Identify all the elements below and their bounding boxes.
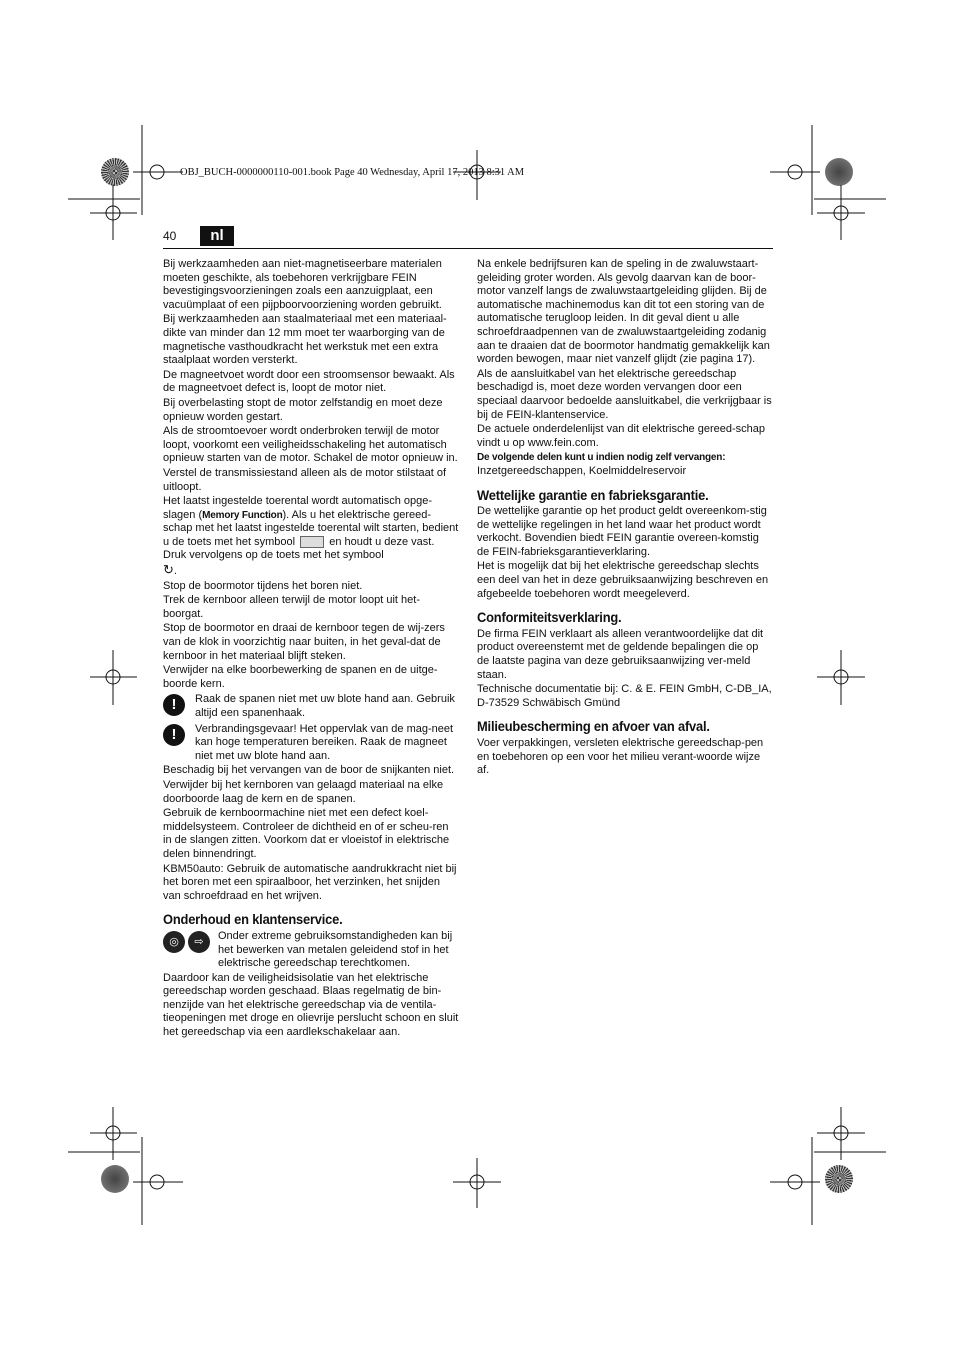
paragraph: Verwijder bij het kernboren van gelaagd materiaal na elke doorboorde laag de kern en de spanen. <box>163 778 444 805</box>
paragraph: Als de stroomtoevoer wordt onderbroken terwijl de motor loopt, voorkomt een veiligheidsschakeling het automatisch opnieuw starten van de motor. Schakel de motor opnieuw in. <box>163 425 458 465</box>
paragraph: KBM50auto: Gebruik de automatische aandrukkracht niet bij het boren met een spiraalboor, het verzinken, het snijden van schroefdraad en het wrijven. <box>163 862 457 902</box>
language-badge: nl <box>200 226 234 246</box>
memory-function-term: Memory Function <box>202 509 283 521</box>
paragraph: De wettelijke garantie op het product geldt overeenkom-stig de wettelijke regelingen in het land waar het product wordt verkocht. Bovendien biedt FEIN garantie overeen-komstig de FEIN-fabrieksgarantieverklaring. <box>477 505 767 558</box>
paragraph: Bij werkzaamheden aan staalmateriaal met een materiaal-dikte van minder dan 12 mm moet ter waarborging van de magnetische vasthoudkracht het werkstuk met een extra staalplaat worden versterkt. <box>163 313 447 367</box>
paragraph-memory-function: Het laatst ingestelde toerental wordt automatisch opge-slagen (Memory Function). Als u het elektrische gereed-schap met het laatst ingestelde toerental wilt starten, bedient u de toets met het symbool en houdt u deze vast. Druk vervolgens op de toets met het symbool ↻. <box>163 495 459 578</box>
left-column <box>163 258 459 1041</box>
warning-text: Raak de spanen niet met uw blote hand aan. Gebruik altijd een spanenhaak. <box>195 693 455 719</box>
ppe-text: Onder extreme gebruiksomstandigheden kan bij het bewerken van metalen geleidend stof in het elektrische gereedschap terechtkomen. <box>218 929 453 970</box>
warning-exclamation-icon: ! <box>163 724 185 746</box>
paragraph: Technische documentatie bij: C. & E. FEIN GmbH, C-DB_IA, D-73529 Schwäbisch Gmünd <box>477 683 772 709</box>
paragraph: Bij overbelasting stopt de motor zelfstandig en moet deze opnieuw worden gestart. <box>163 396 443 423</box>
paragraph: Voer verpakkingen, versleten elektrische gereedschap-pen en toebehoren op een voor het milieu verant-woorde wijze af. <box>477 737 764 777</box>
paragraph: Verwijder na elke boorbewerking de spanen en de uitge-boorde kern. <box>163 664 438 690</box>
paragraph: Na enkele bedrijfsuren kan de speling in de zwaluwstaart-geleiding groter worden. Als gevolg daarvan kan de boor-motor vanzelf langs de zwaluwstaartgeleiding glijden. Bij de automatische machinemodus kan dit tot een storing van de automatische terugloop leiden. In dit geval dient u alle schroefdraadpennen van de zwaluwstaartgeleiding zodanig aan te draaien dat de boormotor handmatig gemakkelijk kan worden bewogen, maar niet vanzelf glijdt (zie pagina 17). <box>477 258 770 366</box>
section-heading-conformity: Conformiteitsverklaring. <box>477 609 622 626</box>
paragraph: De actuele onderdelenlijst van dit elektrische gereed-schap vindt u op www.fein.com. <box>477 423 766 449</box>
paragraph: Het is mogelijk dat bij het elektrische gereedschap slechts een deel van het in deze gebruiksaanwijzing beschreven en afgebeelde toebehoren wordt meegeleverd. <box>477 560 769 600</box>
warning-exclamation-icon: ! <box>163 694 185 716</box>
page-number: 40 <box>163 229 177 243</box>
header-rule <box>163 248 773 249</box>
paragraph: Trek de kernboor alleen terwijl de motor loopt uit het-boorgat. <box>163 594 420 620</box>
section-heading-environment: Milieubescherming en afvoer van afval. <box>477 718 710 735</box>
replaceable-parts: De volgende delen kunt u indien nodig zelf vervangen: Inzetgereedschappen, Koelmiddelreservoir <box>477 452 726 477</box>
warning-text: Verbrandingsgevaar! Het oppervlak van de mag-neet kan hoge temperaturen bereiken. Raak de magneet niet met uw blote hand aan. <box>195 722 454 762</box>
paragraph: Als de aansluitkabel van het elektrische gereedschap beschadigd is, moet deze worden vervangen door een speciaal daarvoor bedoelde aansluitkabel, die verkrijgbaar is bij de FEIN-klantenservice. <box>477 367 772 421</box>
paragraph: Verstel de transmissiestand alleen als de motor stilstaat of uitloopt. <box>163 466 447 493</box>
paragraph: Stop de boormotor tijdens het boren niet. <box>163 579 363 592</box>
ppe-notice <box>163 930 459 971</box>
right-column <box>477 258 773 779</box>
paragraph: Beschadig bij het vervangen van de boor de snijkanten niet. <box>163 764 455 777</box>
section-heading-warranty: Wettelijke garantie en fabrieksgarantie. <box>477 486 709 503</box>
replaceable-parts-label: De volgende delen kunt u indien nodig zelf vervangen: <box>477 452 726 464</box>
rotate-symbol-icon: ↻ <box>163 562 174 578</box>
paragraph: Bij werkzaamheden aan niet-magnetiseerbare materialen moeten geschikte, als toebehoren verkrijgbare FEIN bevestigingsvoorzieningen zoals een aanzuigplaat, een vacuümplaat of een pijpboorvoorziening worden gebruikt. <box>163 258 442 311</box>
paragraph: Gebruik de kernboormachine niet met een defect koel-middelsysteem. Controleer de dichtheid en of er scheu-ren in de slangen zitten. Voorkom dat er vloeistof in elektrische delen binnendringt. <box>163 807 450 860</box>
compressed-air-icon: ⇨ <box>188 931 210 953</box>
eye-protection-icon: ◎ <box>163 931 185 953</box>
warning-block <box>163 723 459 764</box>
paragraph: Daardoor kan de veiligheidsisolatie van het elektrische gereedschap worden geschaad. Blaas regelmatig de bin-nenzijde van het elektrische gereedschap via de ventila-tieopeningen met droge en olievrije perslucht schoon en sluit het gereedschap via een aardlekschakelaar aan. <box>163 971 459 1039</box>
paragraph: De firma FEIN verklaart als alleen verantwoordelijke dat dit product overeenstemt met de geldende bepalingen die op de laatste pagina van deze gebruiksaanwijzing ver-meld staan. <box>477 627 764 681</box>
memory-key-icon <box>300 536 324 548</box>
paragraph: De magneetvoet wordt door een stroomsensor bewaakt. Als de magneetvoet defect is, loopt de motor niet. <box>163 368 455 395</box>
book-file-header: OBJ_BUCH-0000000110-001.book Page 40 Wednesday, April 17, 2013 8:31 AM <box>180 167 525 178</box>
warning-block <box>163 693 459 720</box>
paragraph: Stop de boormotor en draai de kernboor tegen de wij-zers van de klok in voorzichtig naar buiten, in het geval-dat de kernboor in het materiaal blijft steken. <box>163 622 445 662</box>
section-heading-maintenance: Onderhoud en klantenservice. <box>163 911 343 928</box>
